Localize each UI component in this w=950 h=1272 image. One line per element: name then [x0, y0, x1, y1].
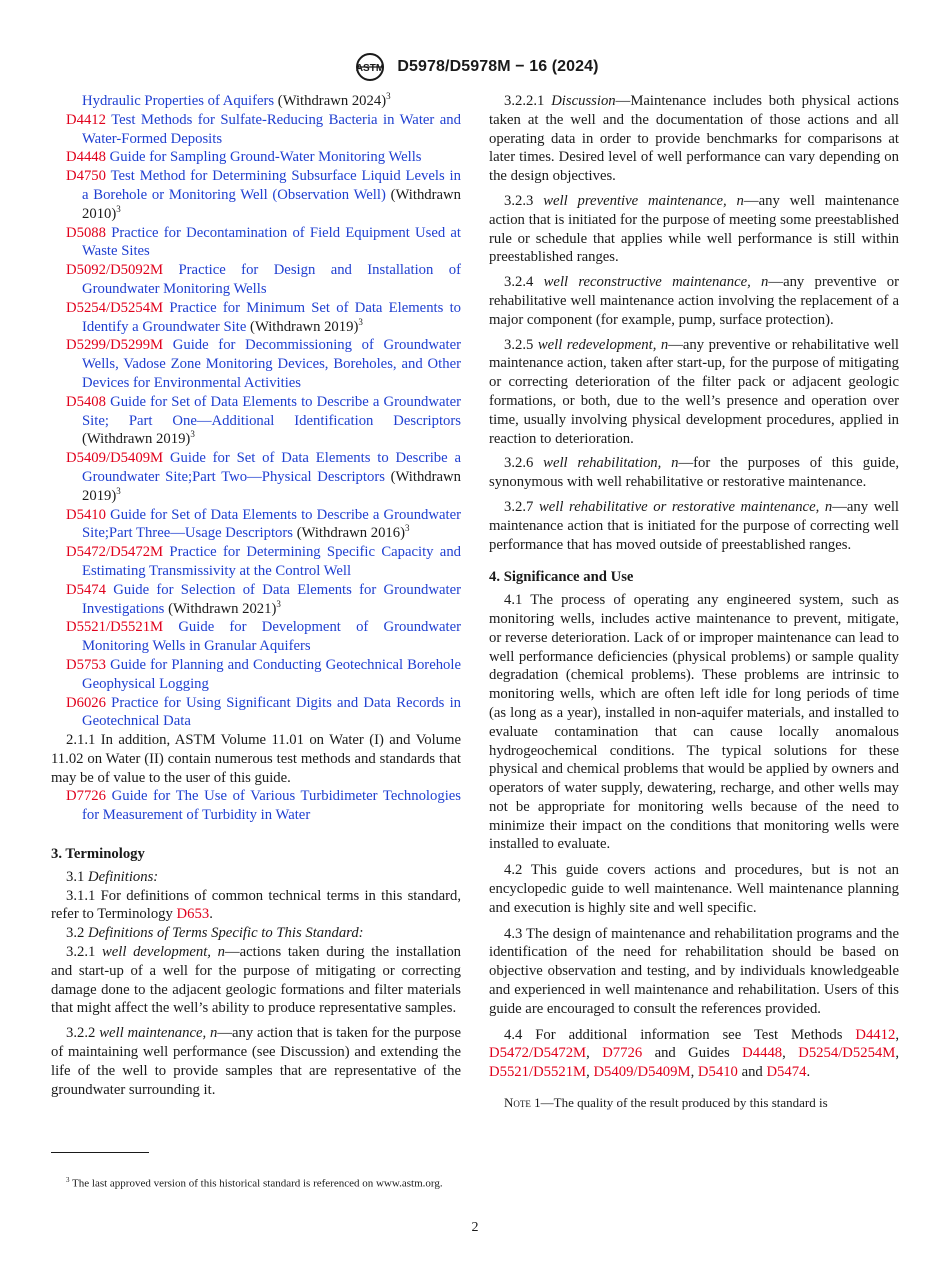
reference-link[interactable]: Guide for The Use of Various Turbidimeter Technologies for Measurement of Turbidity in Water [82, 788, 462, 824]
footnote-rule [51, 1152, 149, 1153]
page-header [0, 52, 950, 82]
reference-link[interactable]: D5254/D5254M [798, 1045, 896, 1062]
paragraph-3-1: 3.1 Definitions: [66, 868, 159, 885]
paragraph-3-2-6: 3.2.6 well rehabilitation, n—for the purposes of this guide, synonymous with well rehabilitative or restorative maintenance. [489, 455, 900, 491]
reference-item: D5409/D5409M Guide for Set of Data Elements to Describe a Groundwater Site;Part Two—Physical Descriptors (Withdrawn 2019)$^3$ [66, 450, 462, 504]
reference-link[interactable]: Guide for Selection of Data Elements for Groundwater Investigations [82, 581, 462, 617]
reference-item: D4750 Test Method for Determining Subsurface Liquid Levels in a Borehole or Monitoring Well (Observation Well) (Withdrawn 2010)$^3$ [66, 168, 461, 222]
reference-item [51, 148, 461, 167]
reference-link[interactable]: Practice for Decontamination of Field Equipment Used at Waste Sites [82, 224, 461, 260]
reference-code[interactable]: D4448 [66, 149, 106, 166]
reference-item: Hydraulic Properties of Aquifers (Withdrawn 2024)$^3$ [82, 91, 391, 109]
reference-code[interactable]: D4412 [66, 111, 106, 128]
reference-link[interactable]: Practice for Minimum Set of Data Elements to Identify a Groundwater Site [82, 299, 462, 335]
paragraph-2-1-1: 2.1.1 In addition, ASTM Volume 11.01 on Water (I) and Volume 11.02 on Water (II) contain numerous test methods and standards that may be of value to the user of this guide. [51, 732, 461, 786]
reference-code[interactable]: D5299/D5299M [66, 337, 164, 354]
paragraph-3-2-4: 3.2.4 well reconstructive maintenance, n—any preventive or rehabilitative well maintenance action involving the replacement of a major component (for example, pump, surface protection). [489, 274, 899, 328]
reference-code[interactable]: D5521/D5521M [66, 619, 164, 636]
reference-item: D5254/D5254M Practice for Minimum Set of Data Elements to Identify a Groundwater Site (Withdrawn 2019)$^3$ [66, 299, 462, 335]
reference-link[interactable]: D5472/D5472M [489, 1045, 587, 1062]
left-column [51, 92, 461, 1099]
paragraph-3-2: 3.2 Definitions of Terms Specific to This Standard: [66, 925, 364, 942]
reference-link[interactable]: Practice for Design and Installation of Groundwater Monitoring Wells [82, 262, 461, 297]
reference-code[interactable]: D5088 [66, 224, 106, 241]
reference-link[interactable]: Guide for Planning and Conducting Geotechnical Borehole Geophysical Logging [82, 656, 461, 692]
right-column [489, 92, 899, 1113]
reference-item: D5410 Guide for Set of Data Elements to Describe a Groundwater Site;Part Three—Usage Descriptors (Withdrawn 2016)$^3$ [66, 506, 461, 542]
paragraph-3-2-3: 3.2.3 well preventive maintenance, n—any well maintenance action that is initiated for the purpose of meeting some preestablished rule or schedule that applies while well performance is still within preestablished ranges. [489, 192, 899, 266]
reference-item [51, 787, 461, 825]
reference-link[interactable]: Practice for Determining Specific Capacity and Estimating Transmissivity at the Control Well [82, 544, 462, 579]
paragraph-3-2-7: 3.2.7 well rehabilitative or restorative maintenance, n—any well maintenance action that is initiated for the purpose of correcting well performance that has moved outside of preestablished ranges. [489, 498, 899, 553]
paragraph-4-2: 4.2 This guide covers actions and procedures, but is not an encyclopedic guide to well maintenance. Well maintenance planning and execution is highly site and well specific. [489, 862, 899, 916]
paragraph-3-2-2: 3.2.2 well maintenance, n—any action that is taken for the purpose of maintaining well performance (see Discussion) and extending the life of the well to provide samples that are representative of the groundwater surrounding it. [51, 1025, 461, 1098]
reference-item [51, 111, 461, 149]
reference-item [51, 656, 461, 694]
reference-link[interactable]: Guide for Sampling Ground-Water Monitoring Wells [109, 149, 422, 166]
reference-code[interactable]: D5254/D5254M [66, 299, 164, 316]
reference-link[interactable]: D4412 [855, 1026, 896, 1043]
reference-code[interactable]: D5408 [66, 393, 106, 410]
reference-link[interactable]: D5521/D5521M [489, 1064, 587, 1081]
paragraph-4-1: 4.1 The process of operating any engineered system, such as monitoring wells, includes active maintenance to prevent, mitigate, or reverse deterioration. Lack of or improper maintenance can lead to well performance deficiencies (physical problems) or sample quality degradation (chemical problems). These problems are intrinsic to monitoring wells, which are often left idle for long periods of time (as long as a year), installed in non-aquifer materials, and installed to evaluate contamination that can cause locally anomalous hydrogeochemical conditions. The typical solutions for these physical and chemical problems that would be applied by owners and operators of water supply, dewatering, recharge, and other wells may not be appropriate for monitoring wells because of the need to minimize their impact on the conditions that monitoring wells were installed to evaluate. [489, 592, 899, 853]
reference-item [51, 224, 461, 262]
note-1: Note 1—The quality of the result produced by this standard is [504, 1095, 828, 1111]
page-number: 2 [471, 1220, 479, 1235]
reference-link[interactable]: Guide for Set of Data Elements to Describe a Groundwater Site;Part Three—Usage Descriptors [82, 506, 461, 542]
reference-link[interactable]: Test Method for Determining Subsurface Liquid Levels in a Borehole or Monitoring Well (Observation Well) [82, 168, 461, 203]
reference-link[interactable]: Hydraulic Properties of Aquifers [82, 93, 275, 109]
paragraph-3-1-1: 3.1.1 For definitions of common technical terms in this standard, refer to Terminology D653. [51, 887, 461, 923]
paragraph-4-4: 4.4 For additional information see Test Methods D4412, D5472/D5472M, D7726 and Guides D4448, D5254/D5254M, D5521/D5521M, D5409/D5409M, D5410 and D5474. [489, 1026, 900, 1081]
astm-logo [351, 52, 389, 82]
reference-code[interactable]: D5753 [66, 656, 106, 673]
reference-link[interactable]: Practice for Using Significant Digits and Data Records in Geotechnical Data [82, 694, 462, 730]
reference-link[interactable]: Test Methods for Sulfate-Reducing Bacteria in Water and Water-Formed Deposits [82, 111, 461, 147]
reference-link[interactable]: D5474 [766, 1064, 807, 1081]
paragraph-3-2-5: 3.2.5 well redevelopment, n—any preventive or rehabilitative well maintenance action, taken after start-up, for the purpose of mitigating or correcting deterioration of the filter pack or adjacent geologic formations, or both, due to the well’s presence and operation over time, usually involving physical development procedures, applied in reaction to deterioration. [489, 336, 900, 447]
reference-item [51, 618, 461, 656]
section-heading-terminology: 3. Terminology [51, 846, 145, 863]
reference-item [51, 543, 461, 581]
reference-link[interactable]: Guide for Set of Data Elements to Describe a Groundwater Site; Part One—Additional Identification Descriptors [82, 393, 461, 429]
reference-code[interactable]: D4750 [66, 168, 106, 185]
astm-logo-text: ASTM [356, 63, 385, 74]
footnote: $^3$ The last approved version of this historical standard is referenced on www.astm.org. [66, 1176, 443, 1190]
reference-item: D5474 Guide for Selection of Data Elements for Groundwater Investigations (Withdrawn 2021)$^3$ [66, 581, 462, 617]
reference-item [51, 694, 461, 732]
reference-code[interactable]: D5092/D5092M [66, 262, 164, 279]
reference-code[interactable]: D7726 [66, 788, 106, 805]
reference-code[interactable]: D5410 [66, 506, 106, 523]
paragraph-3-2-2-1: 3.2.2.1 Discussion—Maintenance includes both physical actions taken at the well and the documentation of those actions and all operating data in order to provide benchmarks for comparisons at later times. Desired level of well performance can vary depending on the design objectives. [489, 93, 899, 185]
paragraph-3-2-1: 3.2.1 well development, n—actions taken during the installation and start-up of a well for the purpose of mitigating or correcting damage done to the adjacent geologic formations and filter materials that might affect the well’s ability to produce representative samples. [51, 944, 462, 1017]
reference-item [51, 261, 461, 299]
reference-link[interactable]: D653 [176, 906, 210, 923]
document-designation: D5978/D5978M − 16 (2024) [397, 58, 599, 75]
reference-link[interactable]: D5410 [697, 1064, 738, 1081]
reference-link[interactable]: D4448 [742, 1045, 783, 1062]
reference-code[interactable]: D5472/D5472M [66, 544, 164, 561]
reference-link[interactable]: D7726 [602, 1045, 643, 1062]
reference-link[interactable]: Guide for Set of Data Elements to Describe a Groundwater Site;Part Two—Physical Descriptors [82, 450, 462, 485]
reference-item: D5408 Guide for Set of Data Elements to Describe a Groundwater Site; Part One—Additional Identification Descriptors (Withdrawn 2019)$^3$ [66, 393, 461, 448]
reference-link[interactable]: D5409/D5409M [593, 1064, 691, 1081]
reference-code[interactable]: D5409/D5409M [66, 450, 164, 467]
reference-code[interactable]: D5474 [66, 581, 106, 598]
reference-link[interactable]: Guide for Decommissioning of Groundwater Wells, Vadose Zone Monitoring Devices, Boreholes, and Other Devices for Environmental Activities [82, 337, 461, 391]
reference-item [51, 336, 461, 392]
reference-link[interactable]: Guide for Development of Groundwater Monitoring Wells in Granular Aquifers [82, 619, 461, 655]
reference-code[interactable]: D6026 [66, 694, 106, 711]
paragraph-4-3: 4.3 The design of maintenance and rehabilitation programs and the identification of the need for rehabilitation should be based on objective observation and testing, and by individuals knowledgeable and experienced in well maintenance and rehabilitation. Users of this guide are encouraged to consult the references provided. [489, 925, 899, 1017]
section-heading-significance: 4. Significance and Use [489, 569, 634, 586]
